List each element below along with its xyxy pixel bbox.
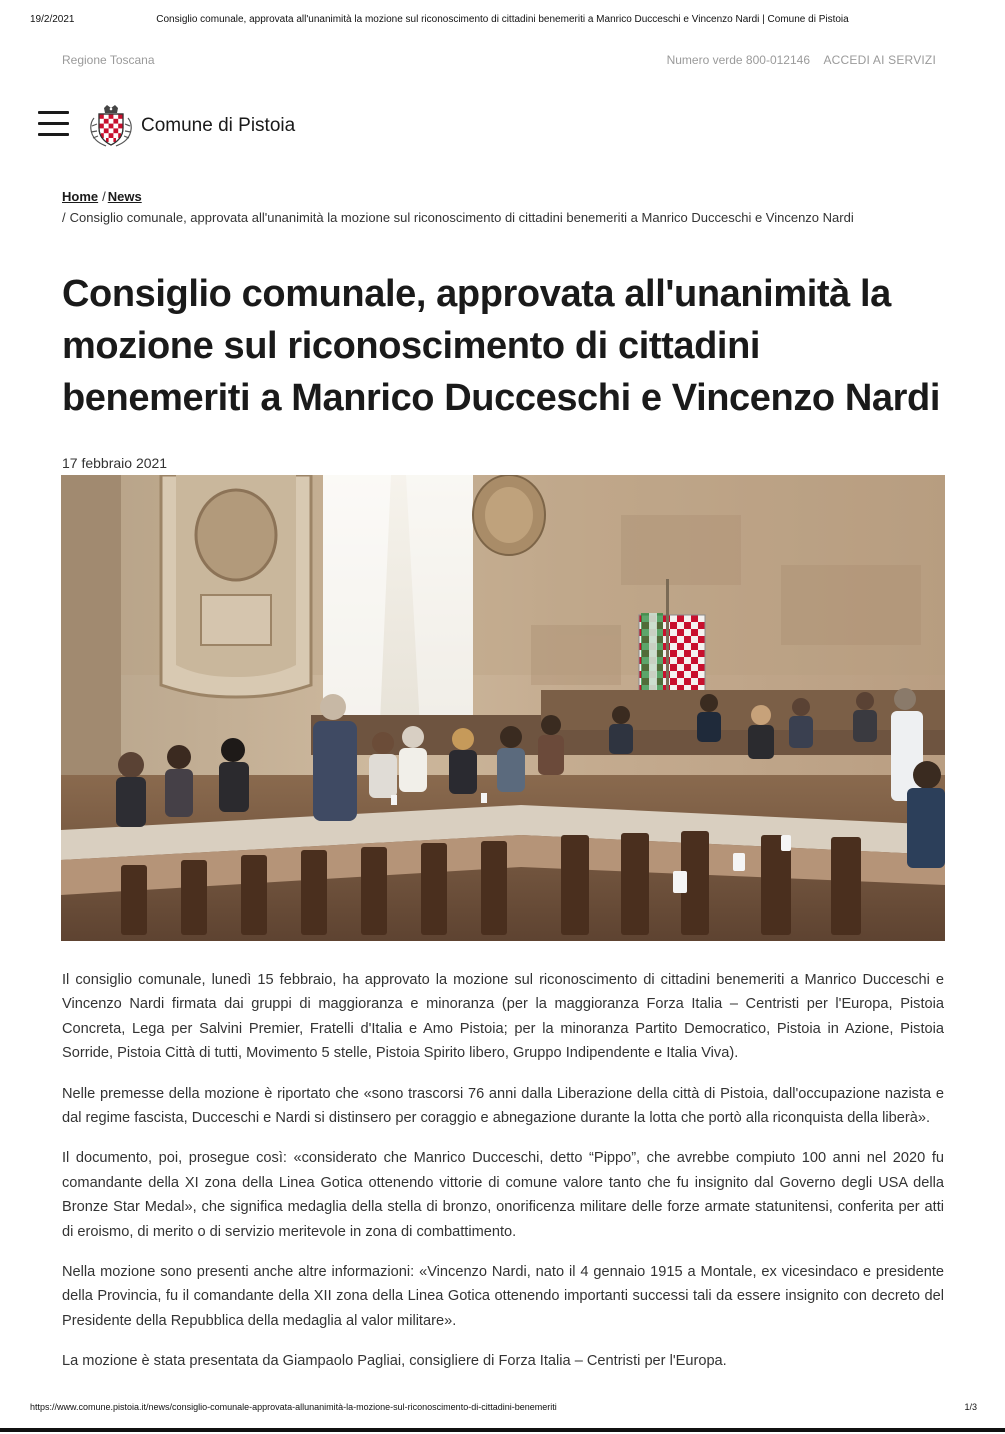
hamburger-menu-icon[interactable] [38, 111, 69, 137]
slim-header [0, 44, 1005, 74]
article-paragraph: Nelle premesse della mozione è riportato che «sono trascorsi 76 anni dalla Liberazione della città di Pistoia, dall'occupazione nazista e dal regime fascista, Ducceschi e Nardi si distinsero per coraggio e abnegazione durante la lotta che portò alla riconquista della liberà». [62, 1085, 944, 1127]
print-page-number: 1/3 [964, 1402, 977, 1412]
site-brand[interactable] [88, 104, 295, 148]
article-title: Consiglio comunale, approvata all'unanimità la mozione sul riconoscimento di cittadini benemeriti a Manrico Ducceschi e Vincenzo Nardi [62, 273, 941, 419]
breadcrumb-current: Consiglio comunale, approvata all'unanimità la mozione sul riconoscimento di cittadini benemeriti a Manrico Ducceschi e Vincenzo Nardi [69, 210, 854, 225]
numero-verde-link[interactable]: Numero verde 800-012146 [666, 53, 810, 67]
print-url: https://www.comune.pistoia.it/news/consiglio-comunale-approvata-allunanimità-la-mozione-sul-riconoscimento-di-cittadini-benemeriti [30, 1402, 557, 1412]
breadcrumb-news-link[interactable]: News [107, 189, 142, 204]
article-body [62, 968, 944, 1390]
page-bottom-rule [0, 1428, 1005, 1432]
article-paragraph: Il documento, poi, prosegue così: «considerato che Manrico Ducceschi, detto “Pippo”, che avrebbe compiuto 100 anni nel 2020 fu comandante della XI zona della Linea Gotica ottenendo vittorie di comune valore tanto che fu insignito dal Governo degli USA della Bronze Star Medal», che significa medaglia della stella di bronzo, onorificenza militare delle forze armate statunitensi, conferita per atti di eroismo, di merito o di servizio meritevole in zona di combattimento. [62, 1150, 944, 1240]
breadcrumb-home-link[interactable]: Home [62, 189, 99, 204]
print-date: 19/2/2021 [30, 14, 75, 25]
article-photo [61, 475, 945, 941]
print-title: Consiglio comunale, approvata all'unanimità la mozione sul riconoscimento di cittadini benemeriti a Manrico Ducceschi e Vincenzo Nardi | Comune di Pistoia [156, 14, 849, 25]
site-name: Comune di Pistoia [141, 115, 296, 136]
accedi-servizi-link[interactable]: ACCEDI AI SERVIZI [823, 53, 936, 67]
region-link[interactable]: Regione Toscana [62, 53, 155, 67]
pistoia-crest-icon [88, 104, 134, 148]
breadcrumb: Home / News / Consiglio comunale, approvata all'unanimità la mozione sul riconoscimento di cittadini benemeriti a Manrico Ducceschi e Vincenzo Nardi [62, 189, 854, 225]
article-paragraph: Nella mozione sono presenti anche altre informazioni: «Vincenzo Nardi, nato il 4 gennaio 1915 a Montale, ex vicesindaco e presidente della Provincia, fu il comandante della XII zona della Linea Gotica ottenendo importanti successi tali da essere insignito con decreto del Presidente della Repubblica della medaglia al valor militare». [62, 1264, 944, 1329]
article-paragraph: Il consiglio comunale, lunedì 15 febbraio, ha approvato la mozione sul riconoscimento di cittadini benemeriti a Manrico Ducceschi e Vincenzo Nardi firmata dai gruppi di maggioranza e minoranza (per la maggioranza Forza Italia – Centristi per l'Europa, Pistoia Concreta, Lega per Salvini Premier, Fratelli d'Italia e Amo Pistoia; per la minoranza Partito Democratico, Pistoia in Azione, Pistoia Sorride, Pistoia Città di tutti, Movimento 5 stelle, Pistoia Spirito libero, Gruppo Indipendente e Italia Viva). [62, 972, 944, 1062]
article-date: 17 febbraio 2021 [62, 455, 168, 471]
article-paragraph: La mozione è stata presentata da Giampaolo Pagliai, consigliere di Forza Italia – Centristi per l'Europa. [62, 1353, 727, 1370]
